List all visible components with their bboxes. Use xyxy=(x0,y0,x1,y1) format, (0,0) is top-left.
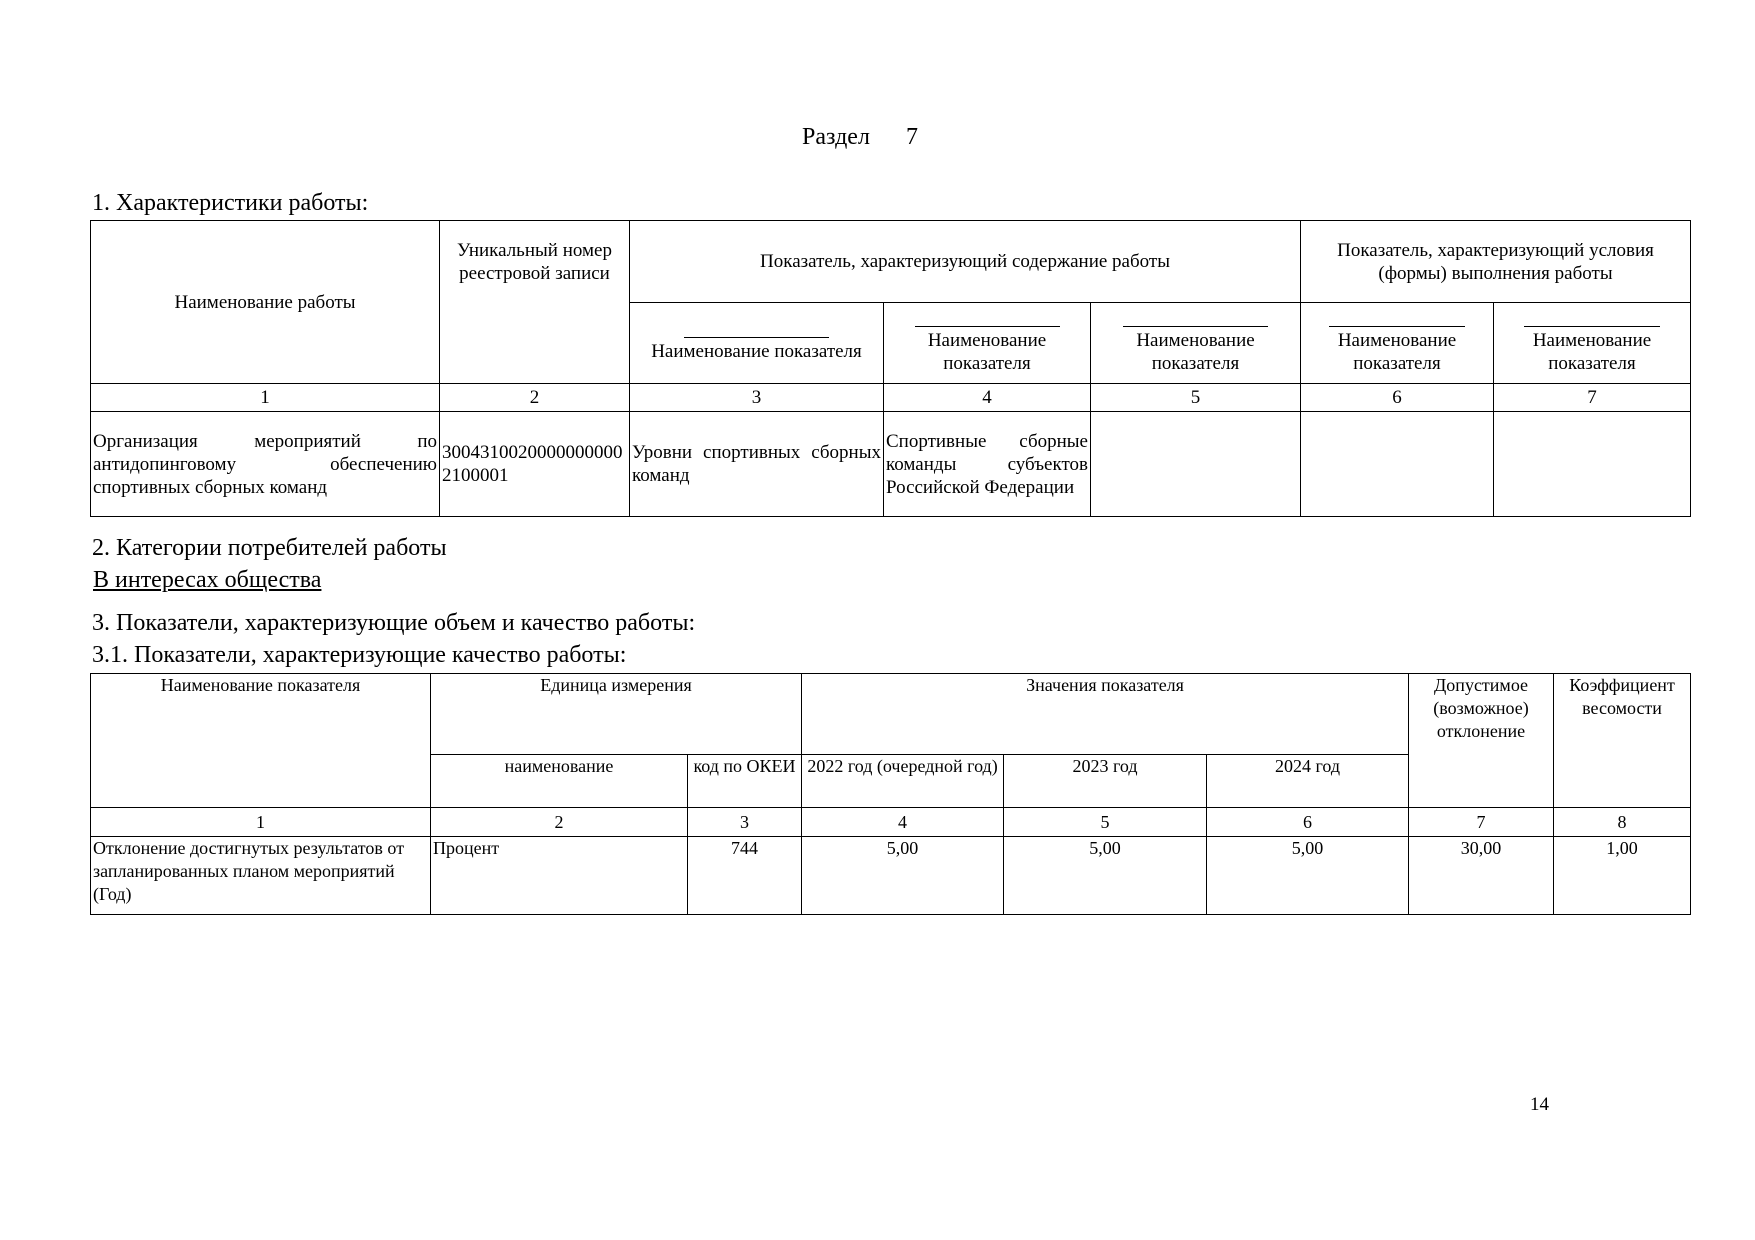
column-number: 5 xyxy=(1091,384,1301,412)
work-characteristics-table xyxy=(90,220,1691,517)
column-number: 6 xyxy=(1207,808,1409,837)
column-number: 2 xyxy=(431,808,688,837)
deviation-cell: 30,00 xyxy=(1409,837,1554,915)
blank-line xyxy=(1524,312,1660,327)
blank-line xyxy=(915,312,1060,327)
section-label: Раздел xyxy=(802,124,870,150)
column-number: 7 xyxy=(1494,384,1691,412)
header-okei-code: код по ОКЕИ xyxy=(688,755,802,808)
indicator-name-cell: Отклонение достигнутых результатов от запланированных планом мероприятий (Год) xyxy=(91,837,431,915)
blank-line xyxy=(684,323,829,338)
value-2022-cell: 5,00 xyxy=(802,837,1004,915)
header-year-2023: 2023 год xyxy=(1004,755,1207,808)
column-number: 7 xyxy=(1409,808,1554,837)
header-unit: Единица измерения xyxy=(431,674,802,755)
column-number: 3 xyxy=(630,384,884,412)
section-number: 7 xyxy=(905,124,918,150)
header-unique-number: Уникальный номер реестровой записи xyxy=(440,221,630,384)
page-number: 14 xyxy=(1530,1094,1549,1115)
column-number: 5 xyxy=(1004,808,1207,837)
header-indicator-name-4: Наименование показателя xyxy=(884,303,1091,384)
header-indicator-name: Наименование показателя xyxy=(91,674,431,808)
unit-name-cell: Процент xyxy=(431,837,688,915)
header-year-2024: 2024 год xyxy=(1207,755,1409,808)
consumers-heading: 2. Категории потребителей работы xyxy=(92,535,447,561)
indicator-4-cell: Спортивные сборные команды субъектов Российской Федерации xyxy=(884,412,1091,517)
header-content-indicator: Показатель, характеризующий содержание работы xyxy=(630,221,1301,303)
blank-line xyxy=(1123,312,1268,327)
quality-indicators-table xyxy=(90,673,1691,915)
header-indicator-name-6: Наименование показателя xyxy=(1301,303,1494,384)
blank-line xyxy=(1329,312,1465,327)
header-weight: Коэффициент весомости xyxy=(1554,674,1691,808)
work-characteristics-heading: 1. Характеристики работы: xyxy=(92,190,369,216)
value-2023-cell: 5,00 xyxy=(1004,837,1207,915)
weight-cell: 1,00 xyxy=(1554,837,1691,915)
header-unit-name: наименование xyxy=(431,755,688,808)
okei-code-cell: 744 xyxy=(688,837,802,915)
column-number: 2 xyxy=(440,384,630,412)
header-year-2022: 2022 год (очередной год) xyxy=(802,755,1004,808)
header-indicator-name-5: Наименование показателя xyxy=(1091,303,1301,384)
column-number: 1 xyxy=(91,808,431,837)
column-number: 1 xyxy=(91,384,440,412)
column-number: 6 xyxy=(1301,384,1494,412)
header-indicator-name-3: Наименование показателя xyxy=(630,303,884,384)
header-values: Значения показателя xyxy=(802,674,1409,755)
quality-subheading: 3.1. Показатели, характеризующие качество работы: xyxy=(92,642,627,668)
column-number: 4 xyxy=(884,384,1091,412)
header-work-name: Наименование работы xyxy=(91,221,440,384)
value-2024-cell: 5,00 xyxy=(1207,837,1409,915)
unique-number-cell: 30043100200000000002100001 xyxy=(440,412,630,517)
indicator-3-cell: Уровни спортивных сборных команд xyxy=(630,412,884,517)
section-title xyxy=(0,124,1720,151)
header-deviation: Допустимое (возможное) отклонение xyxy=(1409,674,1554,808)
column-number: 8 xyxy=(1554,808,1691,837)
indicator-5-cell xyxy=(1091,412,1301,517)
header-indicator-name-7: Наименование показателя xyxy=(1494,303,1691,384)
indicator-7-cell xyxy=(1494,412,1691,517)
consumer-category: В интересах общества xyxy=(93,567,322,593)
header-conditions-indicator: Показатель, характеризующий условия (формы) выполнения работы xyxy=(1301,221,1691,303)
volume-quality-heading: 3. Показатели, характеризующие объем и качество работы: xyxy=(92,610,696,636)
work-name-cell: Организация мероприятий по антидопинговому обеспечению спортивных сборных команд xyxy=(91,412,440,517)
indicator-6-cell xyxy=(1301,412,1494,517)
column-number: 3 xyxy=(688,808,802,837)
column-number: 4 xyxy=(802,808,1004,837)
